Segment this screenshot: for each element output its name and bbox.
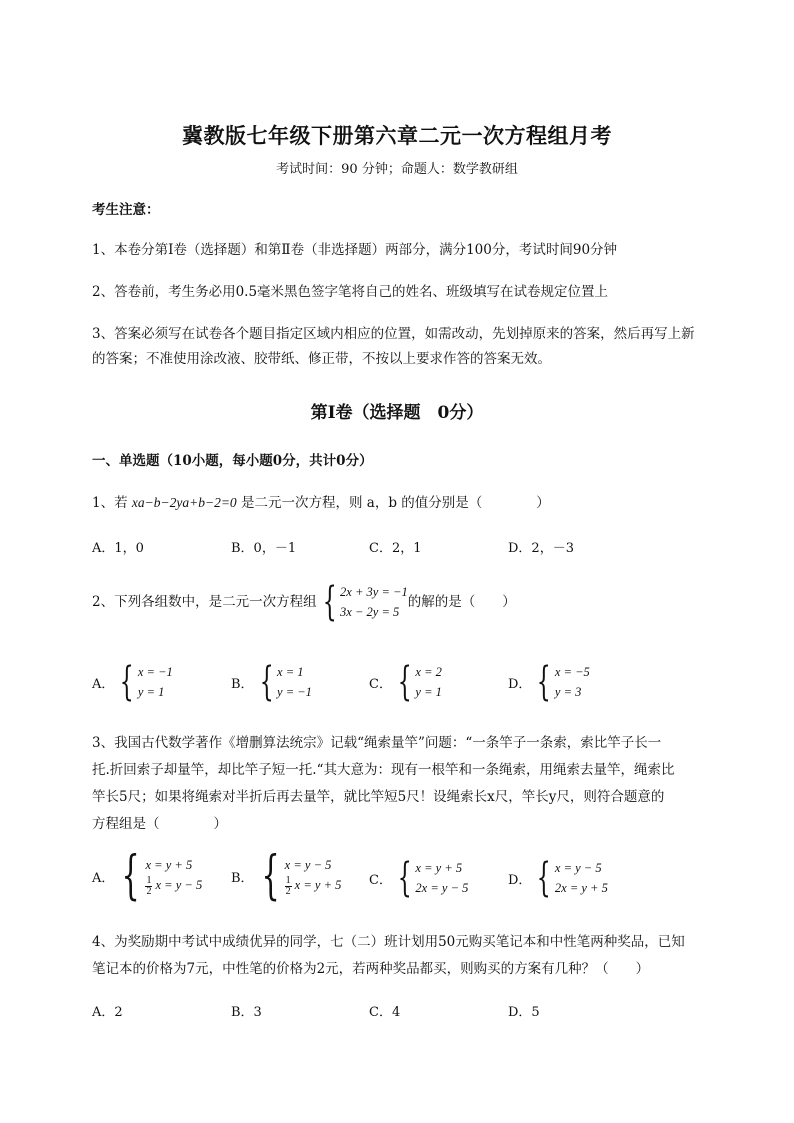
q3-a-row-1: x = y + 5	[145, 858, 193, 873]
q3-d-row-2: 2x = y + 5	[554, 881, 608, 895]
brace-icon: {	[259, 659, 274, 705]
q3-option-b: B． { x = y − 5 $\frac{1}{2}$ x = y + 5	[231, 846, 342, 906]
q1-suffix: 是二元一次方程，则 a，b 的值分别是（ ）	[240, 495, 550, 511]
q3-option-c	[369, 855, 469, 901]
brace-icon: {	[397, 855, 412, 901]
q1-option-c: C．2，1	[369, 541, 422, 556]
notice-heading: 考生注意：	[92, 202, 160, 218]
notice-item-3: 3、答案必须写在试卷各个题目指定区域内相应的位置，如需改动，先划掉原来的答案，然后再写上新	[92, 326, 695, 342]
q2-d-row-2: y = 3	[554, 685, 582, 699]
exam-subtitle: 考试时间：90 分钟；命题人：数学教研组	[276, 162, 518, 177]
q1-option-d: D．2，－3	[508, 541, 574, 556]
brace-icon: {	[397, 659, 412, 705]
q4-option-a: A．2	[92, 1005, 123, 1020]
q4-line-2: 笔记本的价格为7元，中性笔的价格为2元，若两种奖品都买，则购买的方案有几种？（ ）	[92, 961, 650, 977]
notice-item-1: 1、本卷分第Ⅰ卷（选择题）和第Ⅱ卷（非选择题）两部分，满分100分，考试时间90分钟	[92, 242, 618, 258]
q1-option-a: A．1，0	[92, 541, 144, 556]
brace-icon: {	[537, 659, 552, 705]
q3-line-2: 托.折回索子却量竿，却比竿子短一托.“其大意为：现有一根竿和一条绳索，用绳索去量竿，绳索比	[92, 762, 675, 778]
brace-icon: {	[322, 579, 337, 625]
exam-title: 冀教版七年级下册第六章二元一次方程组月考	[182, 123, 612, 148]
brace-icon: {	[120, 659, 135, 705]
q3-c-row-2: 2x = y − 5	[415, 881, 469, 895]
q2-prefix: 2、下列各组数中，是二元一次方程组	[92, 593, 317, 610]
q2-c-row-1: x = 2	[415, 665, 442, 679]
q2-system	[317, 579, 408, 625]
q2-a-row-2: y = 1	[137, 685, 165, 699]
q1-option-b: B．0，－1	[231, 541, 297, 556]
q2-b-row-1: x = 1	[277, 665, 304, 679]
q2-option-b-label: B．	[231, 676, 254, 692]
q3-option-c-label: C．	[369, 872, 392, 888]
q3-b-row-2: x = y + 5	[294, 878, 342, 893]
section-title: 第Ⅰ卷（选择题 0分）	[310, 403, 484, 423]
question-1	[92, 490, 550, 516]
q2-b-row-2: y = −1	[277, 685, 312, 699]
q1-prefix: 1、若	[92, 495, 128, 511]
q3-d-row-1: x = y − 5	[554, 861, 602, 875]
q2-option-b	[231, 659, 312, 705]
q2-system-row-2: 3x − 2y = 5	[340, 605, 400, 619]
q2-d-row-1: x = −5	[554, 665, 590, 679]
q2-option-a	[92, 659, 173, 705]
q3-a-row-2: x = y − 5	[155, 878, 203, 893]
q2-option-c-label: C．	[369, 676, 392, 692]
q3-option-b-label: B．	[231, 870, 254, 886]
q1-expression: xa−b−2ya+b−2=0	[131, 495, 237, 510]
q4-option-d: D．5	[508, 1005, 540, 1020]
q2-suffix: 的解的是（ ）	[407, 593, 516, 610]
q4-line-1: 4、为奖励期中考试中成绩优异的同学，七（二）班计划用50元购买笔记本和中性笔两种奖品，已知	[92, 934, 685, 950]
q3-line-1: 3、我国古代数学著作《增删算法统宗》记载“绳索量竿”问题：“一条竿子一条索，索比竿子长一	[92, 735, 662, 751]
brace-icon: {	[537, 855, 552, 901]
part1-heading: 一、单选题（10小题，每小题0分，共计0分）	[92, 453, 373, 469]
q2-a-row-1: x = −1	[137, 665, 173, 679]
q2-option-d-label: D．	[508, 676, 532, 692]
q3-option-a: A． { x = y + 5 $\frac{1}{2}$ x = y − 5	[92, 846, 203, 906]
q3-option-d-label: D．	[508, 872, 532, 888]
q3-option-a-label: A．	[92, 870, 115, 886]
q3-line-4: 方程组是（ ）	[92, 816, 227, 832]
question-2	[92, 579, 516, 625]
q2-option-d	[508, 659, 590, 705]
q2-option-c	[369, 659, 442, 705]
q2-option-a-label: A．	[92, 676, 115, 692]
q3-option-d	[508, 855, 608, 901]
q4-option-c: C．4	[369, 1005, 401, 1020]
q3-c-row-1: x = y + 5	[415, 861, 463, 875]
brace-icon: {	[261, 846, 280, 906]
brace-icon: {	[121, 846, 141, 906]
q2-system-row-1: 2x + 3y = −1	[340, 585, 408, 599]
notice-item-2: 2、答卷前，考生务必用0.5毫米黑色签字笔将自己的姓名、班级填写在试卷规定位置上	[92, 284, 609, 300]
notice-item-3-cont: 的答案；不准使用涂改液、胶带纸、修正带，不按以上要求作答的答案无效。	[92, 351, 551, 367]
q3-line-3: 竿长5尺；如果将绳索对半折后再去量竿，就比竿短5尺！设绳索长x尺，竿长y尺，则符合题意的	[92, 789, 665, 805]
q2-c-row-2: y = 1	[415, 685, 442, 699]
q4-option-b: B．3	[231, 1005, 262, 1020]
q3-b-row-1: x = y − 5	[284, 858, 332, 873]
